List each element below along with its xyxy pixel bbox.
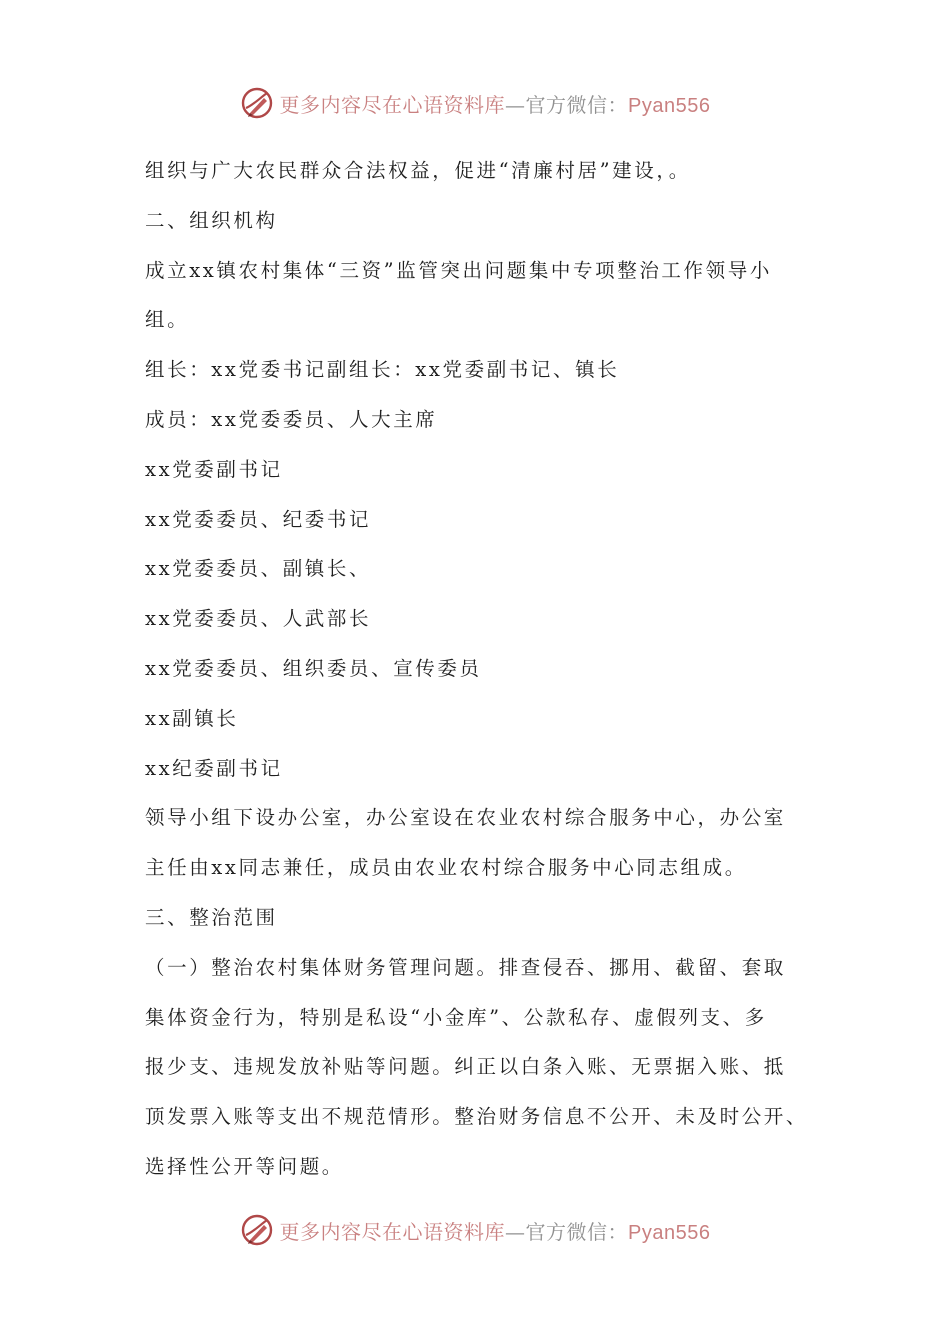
paragraph-line: 领导小组下设办公室，办公室设在农业农村综合服务中心，办公室 bbox=[145, 806, 786, 830]
member-line: xx党委委员、人武部长 bbox=[145, 607, 372, 631]
watermark-text bbox=[280, 89, 711, 118]
watermark-text bbox=[280, 1216, 711, 1245]
paragraph-line: 主任由xx同志兼任，成员由农业农村综合服务中心同志组成。 bbox=[145, 856, 747, 880]
watermark-wechat-label: —官方微信： bbox=[505, 92, 629, 117]
member-line: xx党委副书记 bbox=[145, 457, 283, 481]
paragraph-line: 顶发票入账等支出不规范情形。整治财务信息不公开、未及时公开、 bbox=[145, 1105, 809, 1129]
paragraph-line: 组织与广大农民群众合法权益，促进“清廉村居”建设，。 bbox=[145, 159, 691, 182]
paragraph-line: （一）整治农村集体财务管理问题。排查侵吞、挪用、截留、套取 bbox=[145, 955, 786, 979]
paragraph-line: 报少支、违规发放补贴等问题。纠正以白条入账、无票据入账、抵 bbox=[145, 1055, 786, 1079]
paragraph-line: 成立xx镇农村集体“三资”监管突出问题集中专项整治工作领导小 bbox=[145, 258, 772, 282]
paragraph-line: 选择性公开等问题。 bbox=[145, 1154, 344, 1178]
member-line: xx党委委员、副镇长、 bbox=[145, 557, 372, 581]
member-line: xx党委委员、纪委书记 bbox=[145, 507, 372, 531]
section-heading-scope: 三、整治范围 bbox=[145, 905, 278, 929]
header-watermark-banner bbox=[0, 83, 950, 123]
pen-logo-icon bbox=[240, 86, 274, 120]
section-heading-organization: 二、组织机构 bbox=[145, 208, 278, 232]
member-line: xx党委委员、组织委员、宣传委员 bbox=[145, 656, 482, 680]
pen-logo-icon bbox=[240, 1213, 274, 1247]
watermark-wechat-id: Pyan556 bbox=[628, 94, 711, 117]
watermark-site-name: 更多内容尽在心语资料库 bbox=[279, 92, 506, 117]
footer-watermark-banner bbox=[0, 1210, 950, 1250]
member-line: 成员：xx党委委员、人大主席 bbox=[145, 407, 438, 431]
watermark-site-name: 更多内容尽在心语资料库 bbox=[279, 1219, 506, 1244]
watermark-wechat-label: —官方微信： bbox=[505, 1219, 629, 1244]
paragraph-line: 组。 bbox=[145, 308, 190, 332]
member-line: 组长：xx党委书记副组长：xx党委副书记、镇长 bbox=[145, 358, 620, 382]
watermark-wechat-id: Pyan556 bbox=[628, 1221, 711, 1244]
member-line: xx副镇长 bbox=[145, 706, 239, 730]
document-body bbox=[145, 146, 835, 1192]
paragraph-line: 集体资金行为，特别是私设“小金库”、公款私存、虚假列支、多 bbox=[145, 1005, 767, 1029]
member-line: xx纪委副书记 bbox=[145, 756, 283, 780]
